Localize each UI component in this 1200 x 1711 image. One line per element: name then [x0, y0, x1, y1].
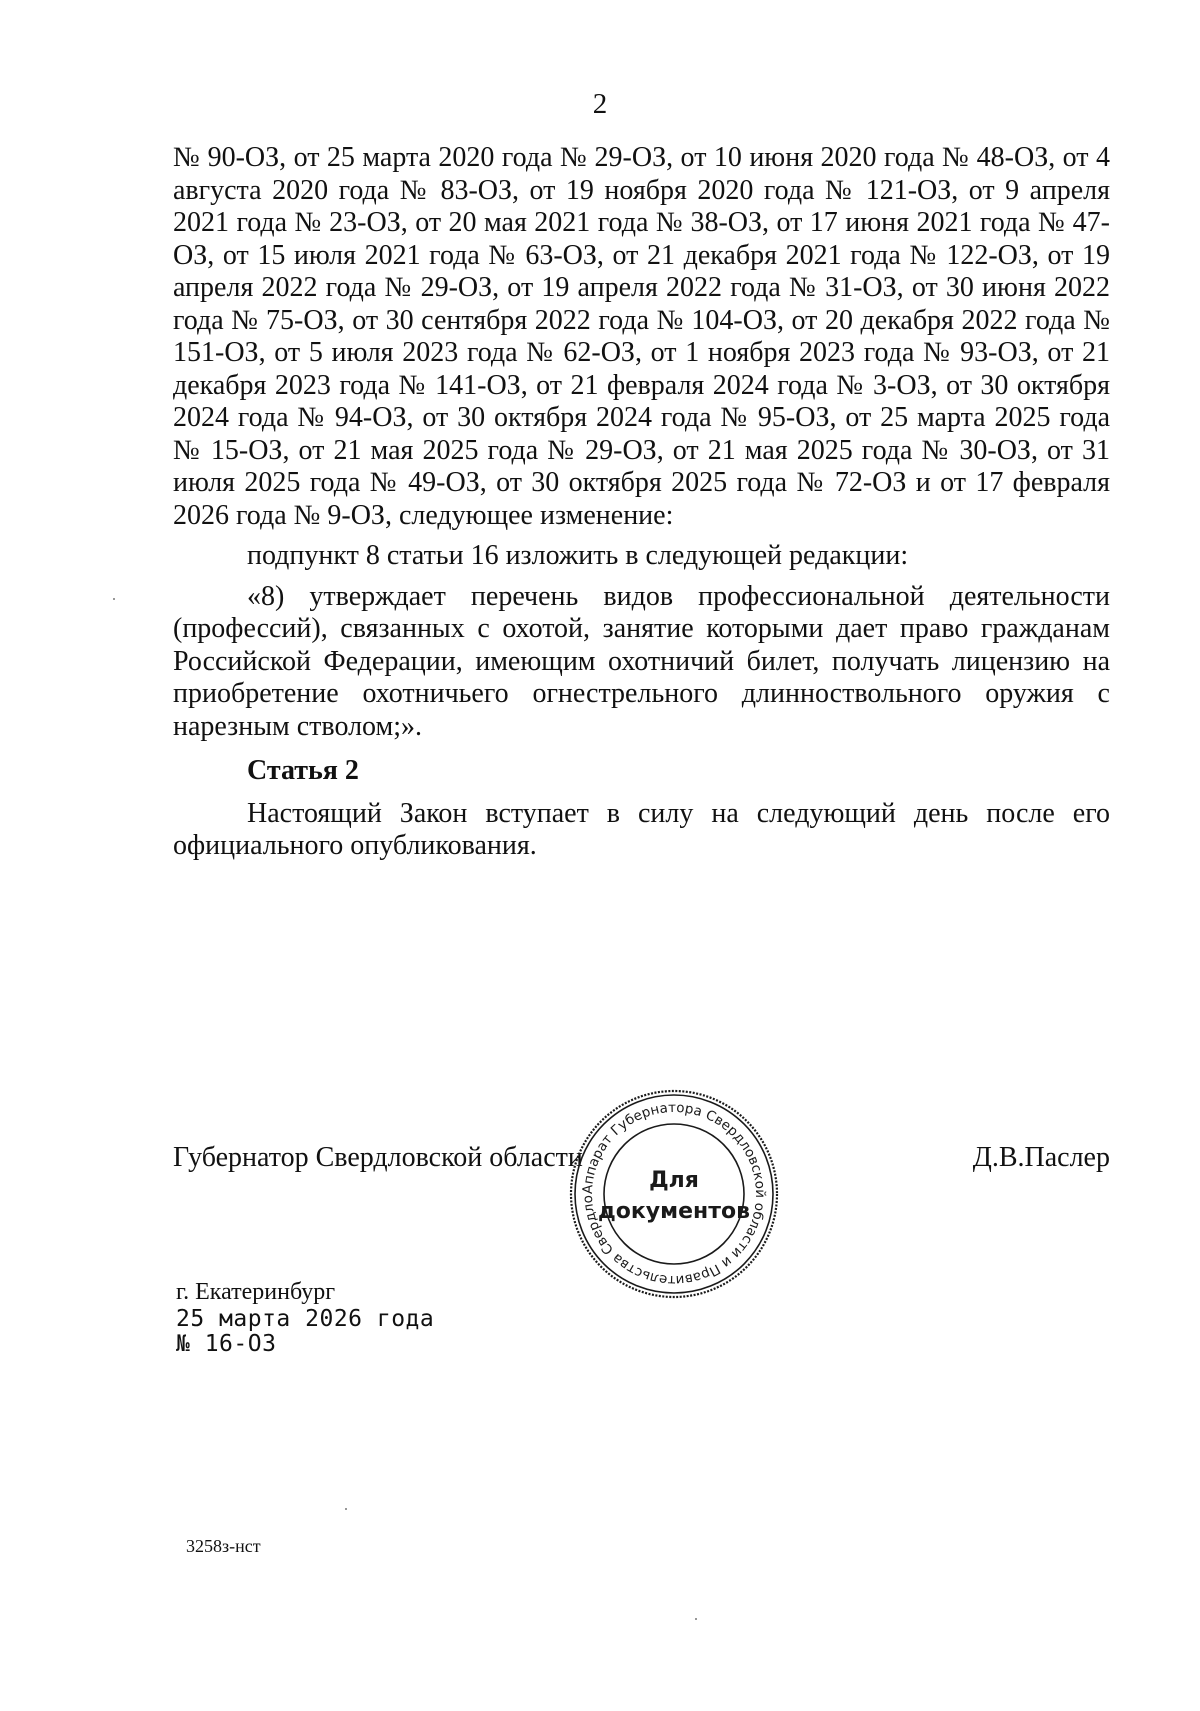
article-heading: Статья 2: [247, 755, 359, 786]
signer-title: Губернатор Свердловской области: [173, 1142, 583, 1173]
seal-ring-text: Аппарат Губернатора Свердловской области и Правительства Свердло: [579, 1099, 769, 1289]
law-date: 25 марта 2026 года: [176, 1306, 435, 1332]
page-number: 2: [592, 88, 608, 120]
instruction-paragraph: подпункт 8 статьи 16 изложить в следующей редакции:: [247, 540, 909, 571]
quoted-subparagraph: «8) утверждает перечень видов профессиональной деятельности (профессий), связанных с охотой, занятие которыми дает право гражданам Российской Федерации, имеющим охотничий билет, получать лицензию на приобретение охотничьего огнестрельного длинноствольного оружия с нарезным стволом;».: [173, 580, 1110, 742]
amendments-list-paragraph: № 90-ОЗ, от 25 марта 2020 года № 29-ОЗ, от 10 июня 2020 года № 48-ОЗ, от 4 августа 2020 года № 83-ОЗ, от 19 ноября 2020 года № 121-ОЗ, от 9 апреля 2021 года № 23-ОЗ, от 20 мая 2021 года № 38-ОЗ, от 17 июня 2021 года № 47-ОЗ, от 15 июля 2021 года № 63-ОЗ, от 21 декабря 2021 года № 122-ОЗ, от 19 апреля 2022 года № 29-ОЗ, от 19 апреля 2022 года № 31-ОЗ, от 30 июня 2022 года № 75-ОЗ, от 30 сентября 2022 года № 104-ОЗ, от 20 декабря 2022 года № 151-ОЗ, от 5 июля 2023 года № 62-ОЗ, от 1 ноября 2023 года № 93-ОЗ, от 21 декабря 2023 года № 141-ОЗ, от 21 февраля 2024 года № 3-ОЗ, от 30 октября 2024 года № 94-ОЗ, от 30 октября 2024 года № 95-ОЗ, от 25 марта 2025 года № 15-ОЗ, от 21 мая 2025 года № 29-ОЗ, от 21 мая 2025 года № 30-ОЗ, от 31 июля 2025 года № 49-ОЗ, от 30 октября 2025 года № 72-ОЗ и от 17 февраля 2026 года № 9-ОЗ, следующее изменение:: [173, 142, 1110, 531]
law-number: № 16-ОЗ: [176, 1331, 277, 1357]
entry-into-force-paragraph: Настоящий Закон вступает в силу на следующий день после его официального опубликования.: [173, 797, 1110, 861]
city-name: г. Екатеринбург: [176, 1279, 336, 1305]
seal-center-text: [568, 1165, 780, 1227]
place-date-block: [176, 1277, 434, 1357]
official-seal: [568, 1088, 780, 1300]
document-code: 3258з-нст: [186, 1536, 261, 1556]
seal-center-line1: Для: [649, 1168, 699, 1193]
scan-speck: [695, 1618, 697, 1620]
seal-center-line2: документов: [597, 1199, 751, 1224]
signer-name: Д.В.Паслер: [972, 1142, 1110, 1173]
document-body: [173, 142, 1110, 863]
scan-speck: [345, 1508, 347, 1510]
scan-speck: [113, 598, 115, 600]
